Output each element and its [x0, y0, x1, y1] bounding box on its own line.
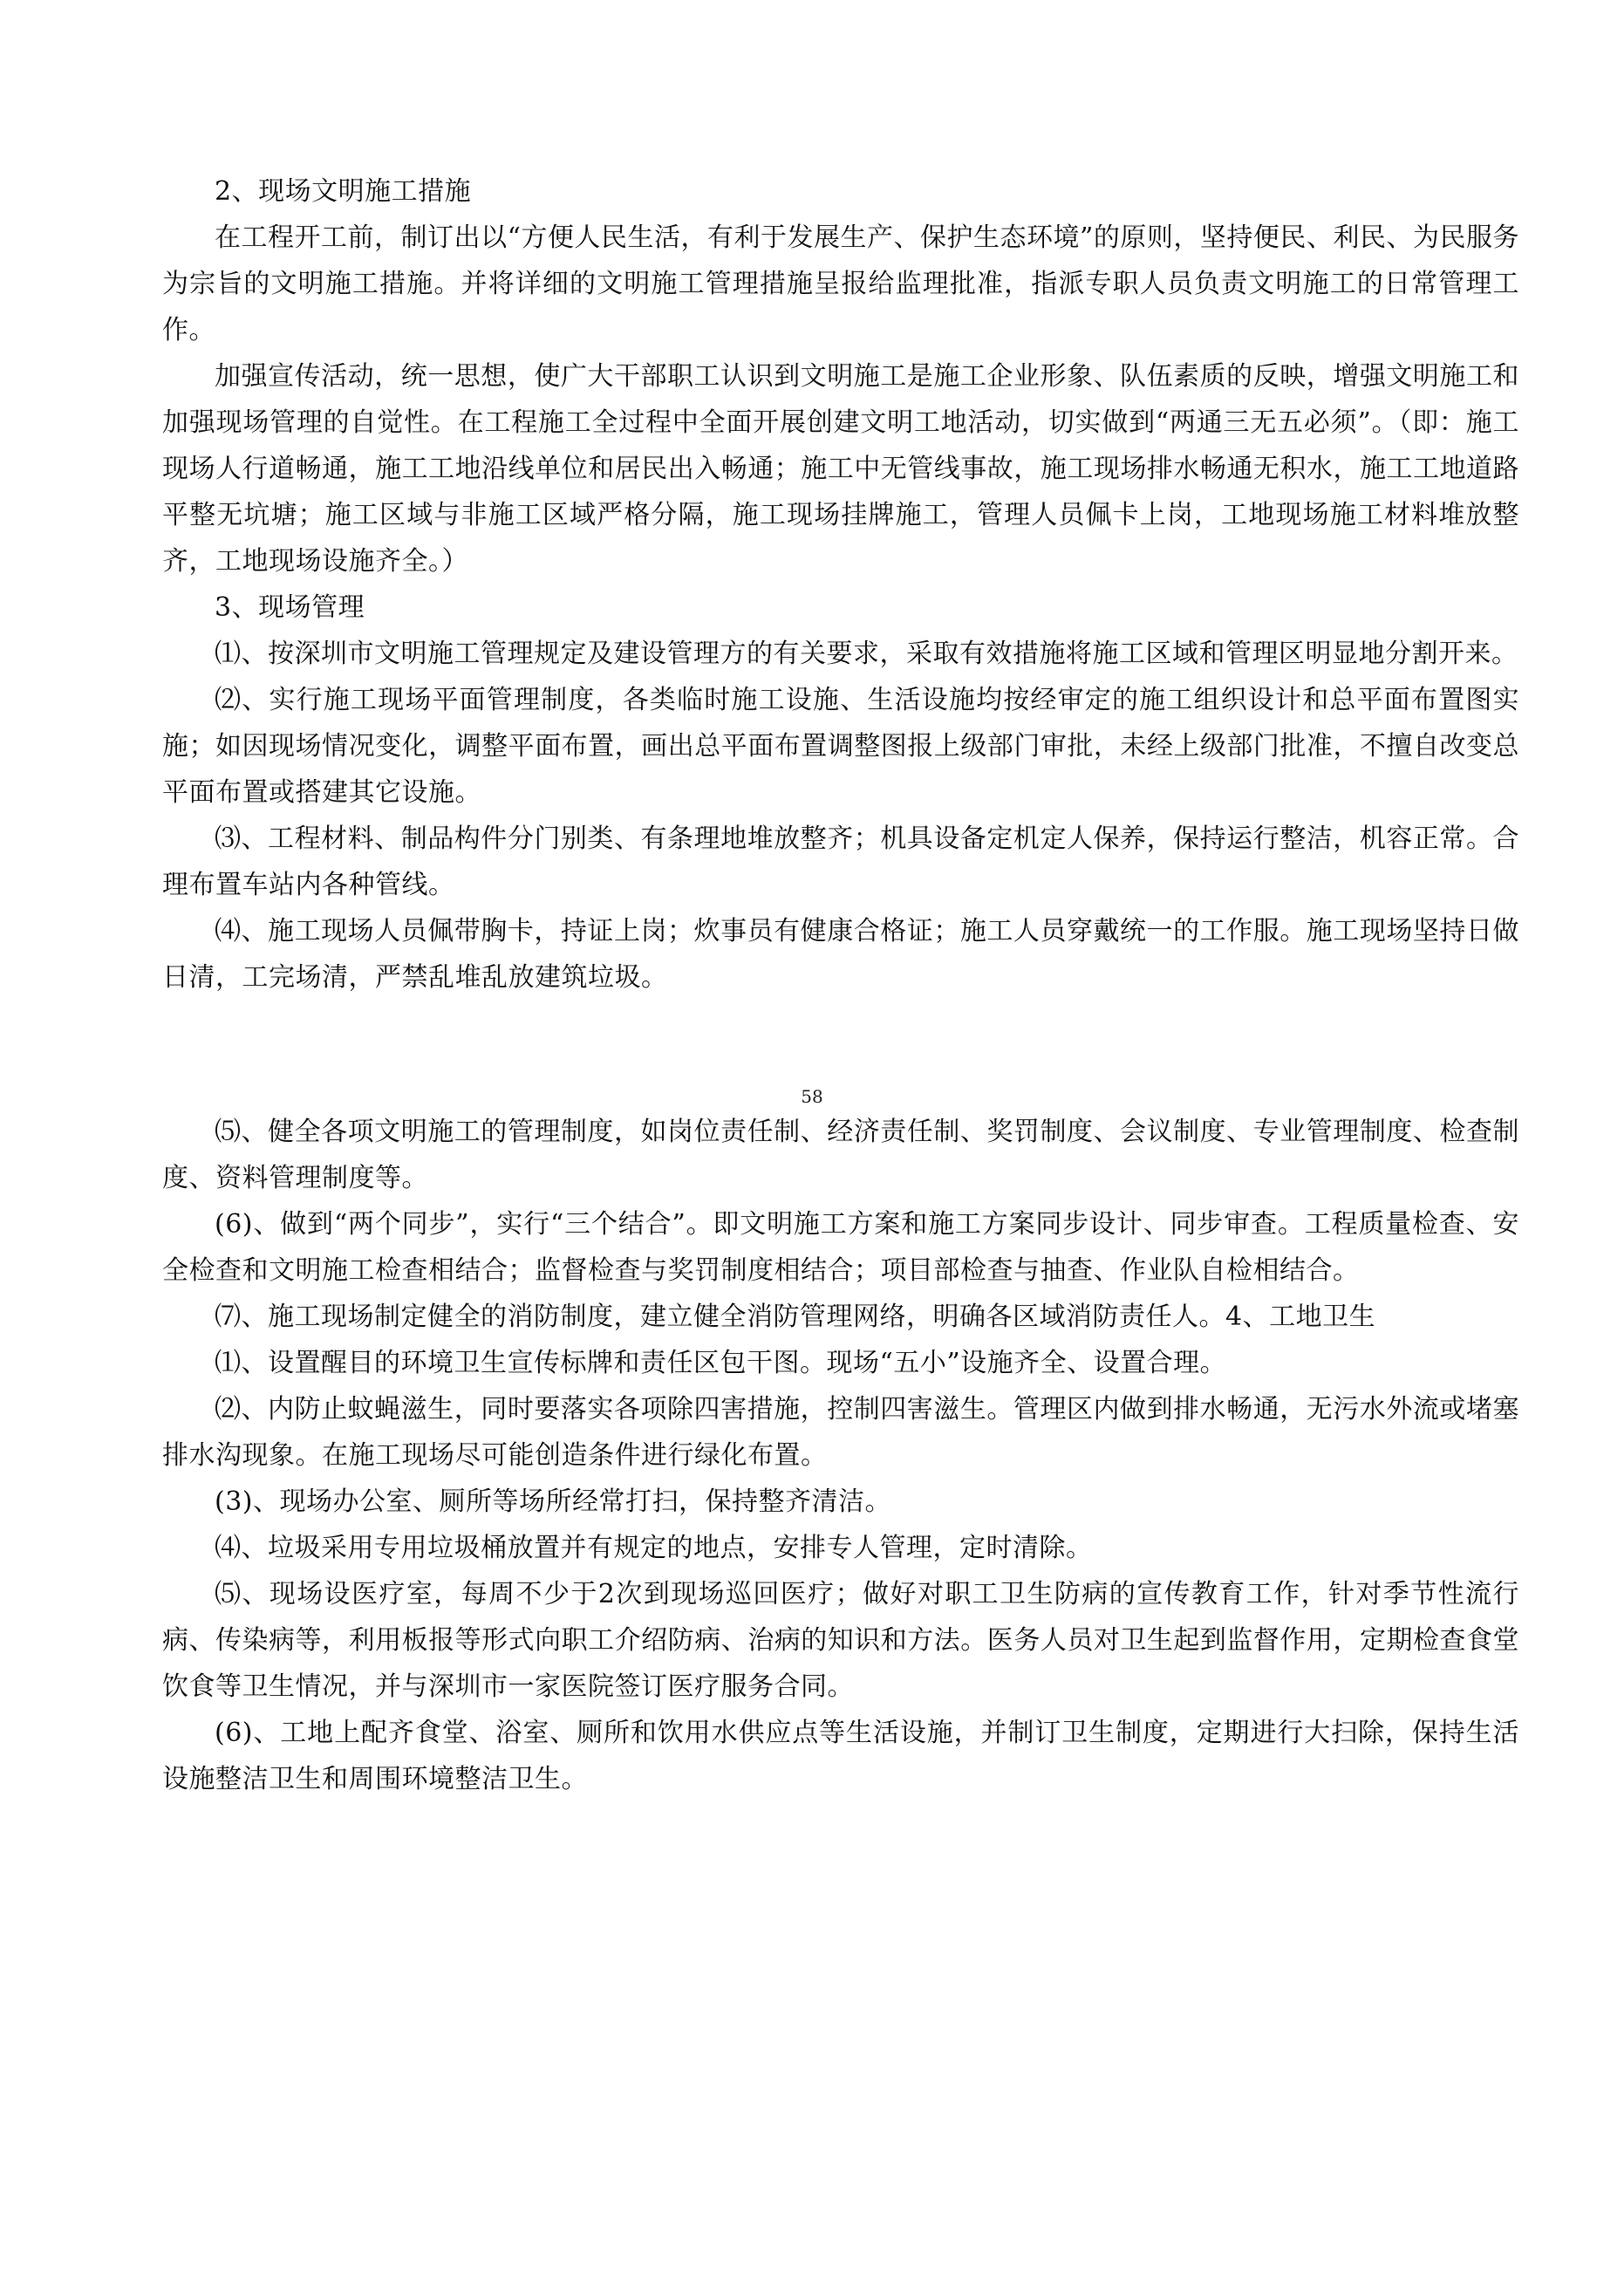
- upper-text-block: [162, 168, 1519, 1001]
- list-item: ⑸、健全各项文明施工的管理制度，如岗位责任制、经济责任制、奖罚制度、会议制度、专业管理制度、检查制度、资料管理制度等。: [162, 1117, 1519, 1193]
- list-item: (3)、现场办公室、厕所等场所经常打扫，保持整齐清洁。: [215, 1486, 891, 1517]
- list-item: ⑵、实行施工现场平面管理制度，各类临时施工设施、生活设施均按经审定的施工组织设计和总平面布置图实施；如因现场情况变化，调整平面布置，画出总平面布置调整图报上级部门审批，未经上级部门批准，不擅自改变总平面布置或搭建其它设施。: [162, 685, 1519, 808]
- list-item: ⑷、施工现场人员佩带胸卡，持证上岗；炊事员有健康合格证；施工人员穿戴统一的工作服。施工现场坚持日做日清，工完场清，严禁乱堆乱放建筑垃圾。: [162, 916, 1519, 993]
- list-item: ⑵、内防止蚊蝇滋生，同时要落实各项除四害措施，控制四害滋生。管理区内做到排水畅通，无污水外流或堵塞排水沟现象。在施工现场尽可能创造条件进行绿化布置。: [162, 1394, 1519, 1471]
- list-item: ⑴、按深圳市文明施工管理规定及建设管理方的有关要求，采取有效措施将施工区域和管理区明显地分割开来。: [215, 639, 1518, 669]
- list-item: ⑴、设置醒目的环境卫生宣传标牌和责任区包干图。现场“五小”设施齐全、设置合理。: [215, 1348, 1227, 1378]
- section-heading-site-management: 3、现场管理: [215, 592, 365, 623]
- paragraph: 在工程开工前，制订出以“方便人民生活，有利于发展生产、保护生态环境”的原则，坚持便民、利民、为民服务为宗旨的文明施工措施。并将详细的文明施工管理措施呈报给监理批准，指派专职人员负责文明施工的日常管理工作。: [162, 222, 1519, 345]
- list-item: ⑶、工程材料、制品构件分门别类、有条理地堆放整齐；机具设备定机定人保养，保持运行整洁，机容正常。合理布置车站内各种管线。: [162, 823, 1519, 900]
- list-item: (6)、工地上配齐食堂、浴室、厕所和饮用水供应点等生活设施，并制订卫生制度，定期进行大扫除，保持生活设施整洁卫生和周围环境整洁卫生。: [162, 1718, 1519, 1794]
- list-item: (6)、做到“两个同步”，实行“三个结合”。即文明施工方案和施工方案同步设计、同步审查。工程质量检查、安全检查和文明施工检查相结合；监督检查与奖罚制度相结合；项目部检查与抽查、作业队自检相结合。: [162, 1209, 1519, 1286]
- lower-text-block: [162, 1109, 1519, 1802]
- list-item: ⑺、施工现场制定健全的消防制度，建立健全消防管理网络，明确各区域消防责任人。4、工地卫生: [215, 1302, 1376, 1332]
- page-number: 58: [801, 1086, 823, 1107]
- section-heading-civilized-construction: 2、现场文明施工措施: [215, 176, 472, 207]
- paragraph: 加强宣传活动，统一思想，使广大干部职工认识到文明施工是施工企业形象、队伍素质的反映，增强文明施工和加强现场管理的自觉性。在工程施工全过程中全面开展创建文明工地活动，切实做到“两通三无五必须”。（即：施工现场人行道畅通，施工工地沿线单位和居民出入畅通；施工中无管线事故，施工现场排水畅通无积水，施工工地道路平整无坑塘；施工区域与非施工区域严格分隔，施工现场挂牌施工，管理人员佩卡上岗，工地现场施工材料堆放整齐，工地现场设施齐全。）: [162, 361, 1519, 577]
- list-item: ⑷、垃圾采用专用垃圾桶放置并有规定的地点，安排专人管理，定时清除。: [215, 1533, 1093, 1563]
- list-item: ⑸、现场设医疗室，每周不少于2次到现场巡回医疗；做好对职工卫生防病的宣传教育工作，针对季节性流行病、传染病等，利用板报等形式向职工介绍防病、治病的知识和方法。医务人员对卫生起到监督作用，定期检查食堂饮食等卫生情况，并与深圳市一家医院签订医疗服务合同。: [162, 1579, 1519, 1702]
